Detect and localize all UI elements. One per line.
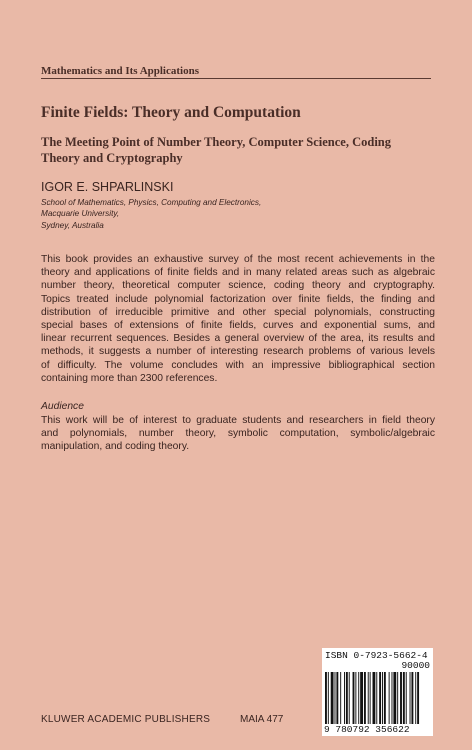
- barcode-bar: [358, 672, 359, 724]
- barcode-bar: [389, 672, 390, 724]
- series-name: Mathematics and Its Applications: [41, 65, 199, 77]
- barcode-bar: [349, 672, 350, 724]
- barcode-bar: [328, 672, 329, 724]
- affiliation-line: School of Mathematics, Physics, Computing and Electronics,: [41, 198, 262, 207]
- barcode-bar: [364, 672, 366, 724]
- book-title: Finite Fields: Theory and Computation: [41, 104, 301, 121]
- barcode-bar: [360, 672, 363, 724]
- barcode-bar: [400, 672, 402, 724]
- subtitle-line: The Meeting Point of Number Theory, Computer Science, Coding: [41, 135, 391, 149]
- barcode-bar: [340, 672, 341, 724]
- barcode-image: [325, 672, 430, 724]
- barcode-bar: [392, 672, 393, 724]
- barcode-bar: [325, 672, 327, 724]
- series-code: MAIA 477: [240, 714, 284, 725]
- description-line: methods, it suggests a number of interesting research problems of various levels: [41, 346, 435, 358]
- barcode-bar: [406, 672, 407, 724]
- barcode-bar: [335, 672, 336, 724]
- header-rule: [41, 78, 431, 79]
- author-name: IGOR E. SHPARLINSKI: [41, 180, 174, 194]
- audience-line: manipulation, and coding theory.: [41, 441, 190, 453]
- barcode-bar: [331, 672, 334, 724]
- barcode-bar: [415, 672, 416, 724]
- barcode-bar: [336, 672, 338, 724]
- barcode-bar: [373, 672, 376, 724]
- barcode-bar: [384, 672, 386, 724]
- barcode-bar: [382, 672, 383, 724]
- ean-number: 9 780792 356622: [324, 724, 410, 735]
- audience-heading: Audience: [41, 401, 84, 412]
- description-line: special bases of extensions of finite fields, curves and exponential sums, and: [41, 320, 435, 332]
- audience-line: This work will be of interest to graduate students and researchers in field theory: [41, 415, 435, 426]
- barcode-bar: [397, 672, 398, 724]
- barcode-bar: [370, 672, 371, 724]
- book-description: [41, 253, 435, 385]
- barcode-bar: [393, 672, 396, 724]
- barcode-bar: [355, 672, 356, 724]
- barcode-bar: [344, 672, 345, 724]
- description-line: distribution of irreducible primitive and other special polynomials, constructing: [41, 306, 435, 318]
- barcode-label: [322, 648, 433, 736]
- book-subtitle: [41, 134, 431, 166]
- barcode-bar: [346, 672, 348, 724]
- barcode-bar: [410, 672, 411, 724]
- description-line: of difficulty. The volume concludes with an impressive bibliographical section: [41, 359, 435, 371]
- description-line: linear recurrent sequences. Besides a general overview of the area, its results and: [41, 333, 435, 345]
- price-code: 90000: [401, 660, 430, 671]
- barcode-bar: [379, 672, 381, 724]
- description-line: Topics treated include polynomial factorization over finite fields, the finding and: [41, 293, 435, 305]
- barcode-bar: [368, 672, 369, 724]
- barcode-bar: [376, 672, 377, 724]
- description-line: This book provides an exhaustive survey of the most recent achievements in the: [41, 254, 435, 265]
- affiliation-line: Sydney, Australia: [41, 220, 104, 230]
- barcode-bar: [403, 672, 405, 724]
- description-line: theory and applications of finite fields and in many related areas such as algebraic: [41, 267, 435, 279]
- affiliation-line: Macquarie University,: [41, 209, 120, 219]
- barcode-bar: [417, 672, 419, 724]
- barcode-bar: [353, 672, 355, 724]
- audience-text: [41, 414, 435, 454]
- audience-line: and polynomials, number theory, symbolic computation, symbolic/algebraic: [41, 428, 435, 440]
- author-affiliation: [41, 197, 341, 231]
- subtitle-line: Theory and Cryptography: [41, 151, 183, 165]
- description-line: number theory, theoretical computer science, coding theory and cryptography.: [41, 280, 435, 292]
- barcode-bar: [411, 672, 413, 724]
- description-line: containing more than 2300 references.: [41, 372, 218, 384]
- publisher-name: KLUWER ACADEMIC PUBLISHERS: [41, 714, 211, 725]
- isbn-number: ISBN 0-7923-5662-4: [325, 650, 428, 661]
